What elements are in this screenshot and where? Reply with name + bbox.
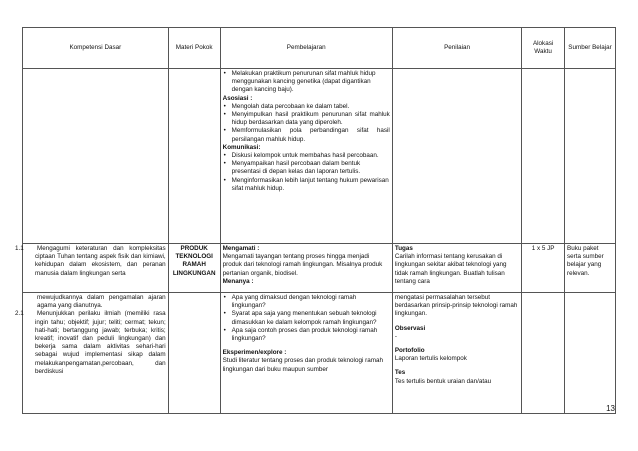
observasi-label: Observasi <box>394 324 426 332</box>
cell-kompetensi-empty <box>23 69 169 244</box>
header-kompetensi: Kompetensi Dasar <box>23 28 169 69</box>
list-item: • Memformulasikan pola perbandingan sifat hasil persilangan mahluk hidup. <box>223 127 390 143</box>
list-item: • Mengolah data percobaan ke dalam tabel. <box>223 103 390 111</box>
cell-sumber: Buku paket serta sumber belajar yang relevan. <box>565 244 616 293</box>
penilaian-continuation: mengatasi permasalahan tersebut berdasarkan prinsip-prinsip teknologi ramah lingkungan. <box>394 294 518 318</box>
asosiasi-label: Asosiasi : <box>222 94 253 102</box>
eksperimen-label: Eksperimen/explore : <box>222 349 287 357</box>
cell-pembelajaran <box>220 69 392 244</box>
kd-text: Mengagumi keteraturan dan kompleksitas ciptaan Tuhan tentang aspek fisik dan kimiawi, kehidupan dalam ekosistem, dan peranan manusia dalam lingkungan serta <box>35 245 166 277</box>
header-row <box>23 28 616 69</box>
tes-text: Tes tertulis bentuk uraian dan/atau <box>394 377 492 385</box>
mengamati-label: Mengamati : <box>222 245 260 252</box>
header-materi: Materi Pokok <box>168 28 220 69</box>
header-sumber: Sumber Belajar <box>565 28 616 69</box>
cell-materi-empty <box>168 69 220 244</box>
tugas-text: Carilah informasi tentang kerusakan di lingkungan sekitar akibat teknologi yang tidak ramah lingkungan. Buatlah tulisan tentang cara <box>394 253 507 285</box>
cell-penilaian <box>392 293 521 414</box>
tes-label: Tes <box>394 369 406 377</box>
list-item: • Apa saja contoh proses dan produk teknologi ramah lingkungan? <box>223 327 390 343</box>
list-item: • Syarat apa saja yang menentukan sebuah teknologi dimasukkan ke dalam kelompok ramah lingkungan? <box>223 310 390 326</box>
cell-alokasi: 1 x 5 JP <box>522 244 565 293</box>
kd-text: Menunjukkan perilaku ilmiah (memiliki rasa ingin tahu; objektif; jujur; teliti; cermat; tekun; hati-hati; bertanggung jawab; terbuka; kritis; kreatif; inovatif dan peduli lingkungan) dan bekerja sama dalam aktivitas sehari-hari sebagai wujud implementasi sikap dalam melakukanpengamatan,percobaan, dan berdiskusi <box>35 310 166 375</box>
menanya-label: Menanya : <box>222 277 254 285</box>
page-number: 13 <box>606 404 615 413</box>
cell-sumber-empty <box>565 293 616 414</box>
portofolio-label: Portofolio <box>394 347 425 355</box>
table-row <box>23 244 616 293</box>
list-item: • Menyampaikan hasil percobaan dalam bentuk presentasi di depan kelas dan laporan tertulis. <box>223 160 390 176</box>
header-alokasi: Alokasi Waktu <box>522 28 565 69</box>
eksperimen-text: Studi literatur tentang proses dan produk teknologi ramah lingkungan dari buku maupun sumber <box>222 357 383 373</box>
cell-materi-empty <box>168 293 220 414</box>
cell-pembelajaran <box>220 244 392 293</box>
kd-number: 2.1 <box>15 310 24 318</box>
cell-kompetensi <box>15 244 169 293</box>
observasi-text: - <box>394 332 397 340</box>
cell-pembelajaran <box>220 293 392 414</box>
cell-alokasi-empty <box>522 293 565 414</box>
list-item: • Apa yang dimaksud dengan teknologi ramah lingkungan? <box>223 294 390 310</box>
list-item: • Melakukan praktikum penurunan sifat mahluk hidup menggunakan kancing genetika (dapat digantikan dengan kancing baju). <box>223 70 390 95</box>
mengamati-text: Mengamati tayangan tentang proses hingga menjadi produk dari teknologi ramah lingkungan. Misalnya produk pertanian organik, biodisel. <box>222 253 383 277</box>
cell-penilaian <box>392 244 521 293</box>
list-item: • Menyimpulkan hasil praktikum penurunan sifat mahluk hidup berdasarkan data yang diperoleh. <box>223 111 390 127</box>
cell-penilaian-empty <box>392 69 521 244</box>
table-row <box>23 69 616 244</box>
cell-alokasi-empty <box>522 69 565 244</box>
syllabus-table <box>15 27 616 414</box>
list-item: • Menginformasikan lebih lanjut tentang hukum pewarisan sifat mahluk hidup. <box>223 177 390 193</box>
cell-materi: PRODUK TEKNOLOGI RAMAH LINGKUNGAN <box>168 244 220 293</box>
list-item: • Diskusi kelompok untuk membahas hasil percobaan. <box>223 152 390 160</box>
header-pembelajaran: Pembelajaran <box>220 28 392 69</box>
header-penilaian: Penilaian <box>392 28 521 69</box>
table-row <box>23 293 616 414</box>
kd-number: 1.1 <box>15 245 24 252</box>
kd-continuation: mewujudkannya dalam pengamalan ajaran agama yang dianutnya. <box>37 294 166 310</box>
komunikasi-label: Komunikasi: <box>222 143 261 151</box>
tugas-label: Tugas <box>394 245 413 252</box>
cell-kompetensi <box>15 293 169 414</box>
portofolio-text: Laporan tertulis kelompok <box>394 355 467 363</box>
cell-sumber-empty <box>565 69 616 244</box>
